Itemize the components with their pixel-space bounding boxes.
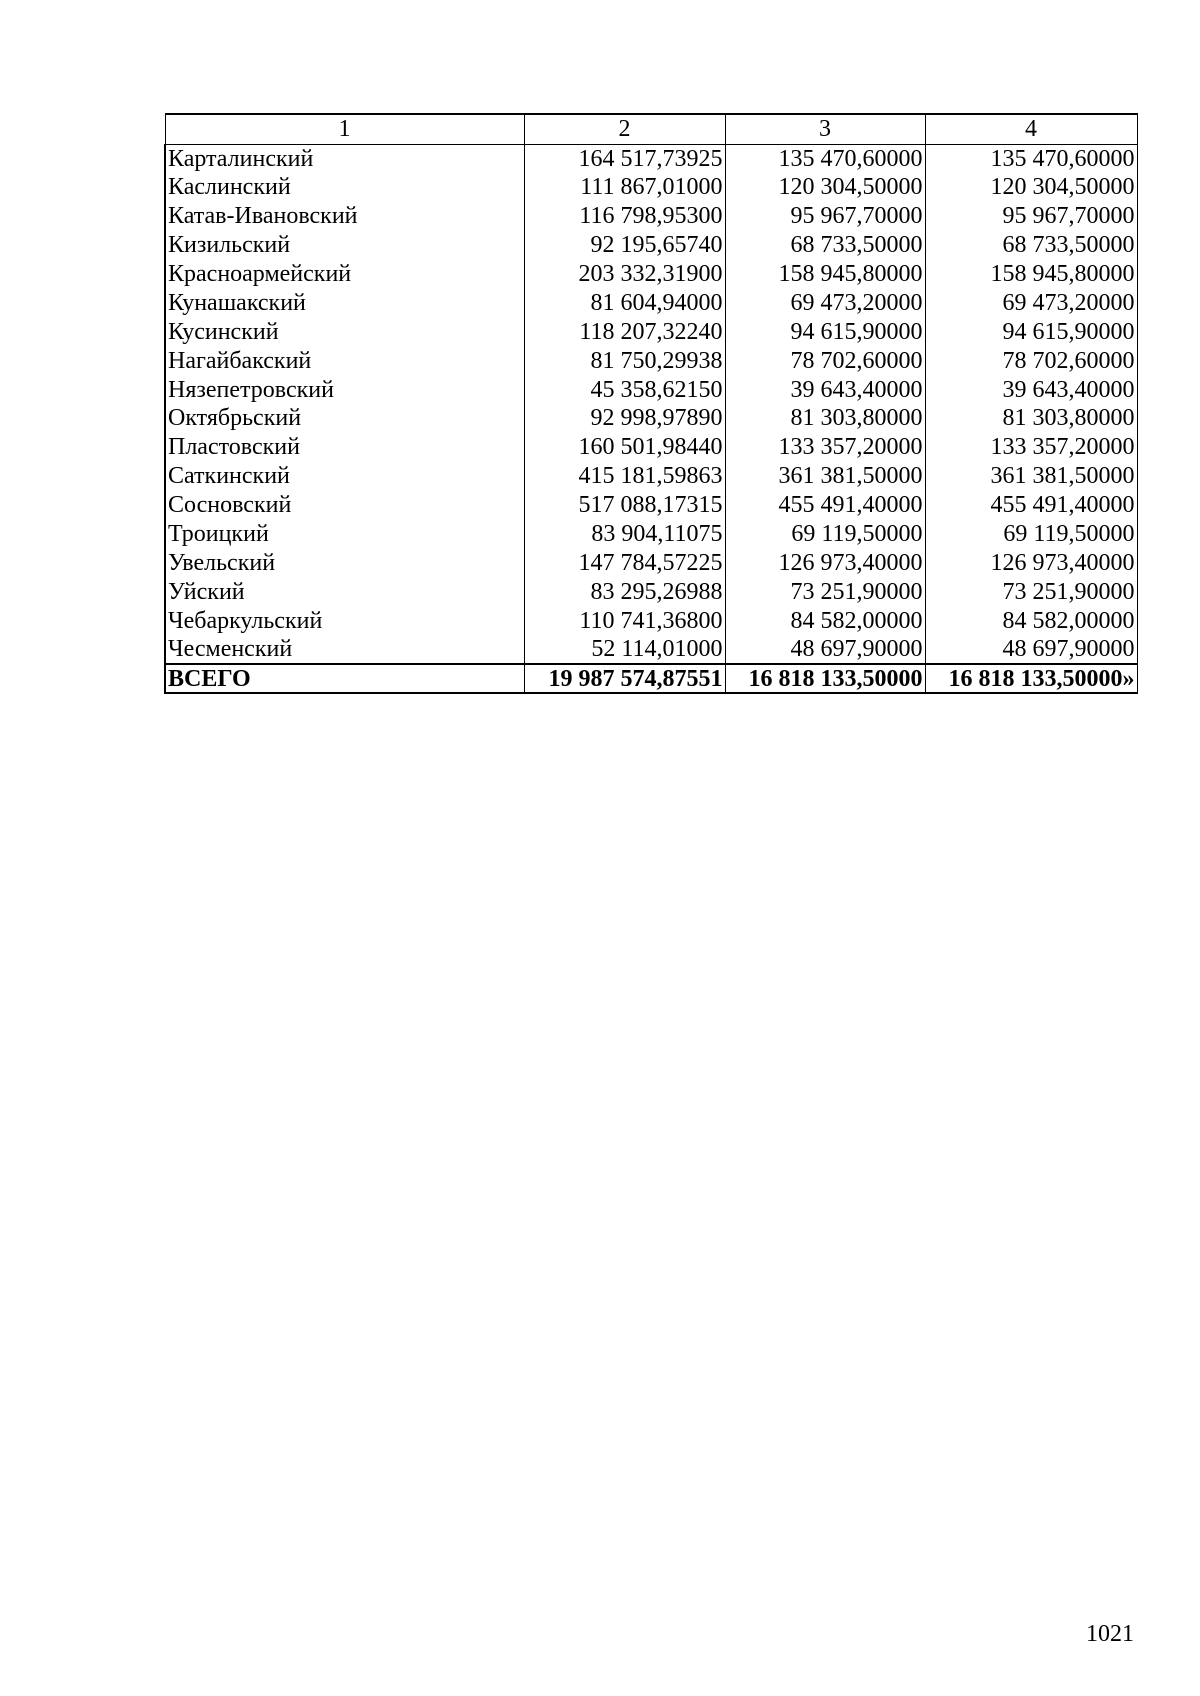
value-column-3: 68 733,50000 [725, 231, 925, 260]
column-header-4: 4 [925, 114, 1137, 144]
value-column-2: 110 741,36800 [524, 606, 725, 635]
district-name: Кусинский [165, 317, 524, 346]
table-row [165, 491, 1137, 520]
total-row [165, 664, 1137, 693]
value-column-4: 95 967,70000 [925, 202, 1137, 231]
value-column-3: 78 702,60000 [725, 346, 925, 375]
value-column-3: 361 381,50000 [725, 462, 925, 491]
table-row [165, 606, 1137, 635]
value-column-3: 94 615,90000 [725, 317, 925, 346]
value-column-4: 78 702,60000 [925, 346, 1137, 375]
value-column-2: 111 867,01000 [524, 173, 725, 202]
value-column-2: 116 798,95300 [524, 202, 725, 231]
value-column-4: 135 470,60000 [925, 144, 1137, 173]
value-column-4: 68 733,50000 [925, 231, 1137, 260]
district-name: Нязепетровский [165, 375, 524, 404]
value-column-3: 84 582,00000 [725, 606, 925, 635]
header-row [165, 114, 1137, 144]
value-column-3: 120 304,50000 [725, 173, 925, 202]
value-column-2: 83 904,11075 [524, 520, 725, 549]
value-column-2: 92 998,97890 [524, 404, 725, 433]
value-column-4: 69 119,50000 [925, 520, 1137, 549]
table-row [165, 548, 1137, 577]
district-name: Увельский [165, 548, 524, 577]
district-name: Кизильский [165, 231, 524, 260]
value-column-3: 69 119,50000 [725, 520, 925, 549]
district-name: Каслинский [165, 173, 524, 202]
table-row [165, 635, 1137, 664]
value-column-2: 45 358,62150 [524, 375, 725, 404]
district-name: Пластовский [165, 433, 524, 462]
value-column-4: 48 697,90000 [925, 635, 1137, 664]
table-row [165, 317, 1137, 346]
table-row [165, 288, 1137, 317]
district-name: Чесменский [165, 635, 524, 664]
column-header-2: 2 [524, 114, 725, 144]
table-row [165, 202, 1137, 231]
district-name: Красноармейский [165, 260, 524, 289]
value-column-2: 83 295,26988 [524, 577, 725, 606]
table-row [165, 433, 1137, 462]
value-column-4: 81 303,80000 [925, 404, 1137, 433]
district-name: Саткинский [165, 462, 524, 491]
value-column-4: 94 615,90000 [925, 317, 1137, 346]
value-column-2: 81 604,94000 [524, 288, 725, 317]
district-name: Октябрьский [165, 404, 524, 433]
value-column-2: 81 750,29938 [524, 346, 725, 375]
value-column-2: 147 784,57225 [524, 548, 725, 577]
value-column-4: 120 304,50000 [925, 173, 1137, 202]
district-name: Уйский [165, 577, 524, 606]
value-column-3: 48 697,90000 [725, 635, 925, 664]
value-column-3: 73 251,90000 [725, 577, 925, 606]
value-column-3: 81 303,80000 [725, 404, 925, 433]
value-column-2: 415 181,59863 [524, 462, 725, 491]
value-column-4: 39 643,40000 [925, 375, 1137, 404]
value-column-4: 361 381,50000 [925, 462, 1137, 491]
value-column-2: 517 088,17315 [524, 491, 725, 520]
table-row [165, 520, 1137, 549]
budget-table [164, 113, 1138, 694]
table-row [165, 144, 1137, 173]
value-column-2: 118 207,32240 [524, 317, 725, 346]
district-name: Кунашакский [165, 288, 524, 317]
district-name: Троицкий [165, 520, 524, 549]
table-row [165, 231, 1137, 260]
value-column-4: 84 582,00000 [925, 606, 1137, 635]
column-header-3: 3 [725, 114, 925, 144]
value-column-3: 455 491,40000 [725, 491, 925, 520]
value-column-2: 92 195,65740 [524, 231, 725, 260]
district-name: Катав-Ивановский [165, 202, 524, 231]
value-column-4: 455 491,40000 [925, 491, 1137, 520]
total-value-2: 19 987 574,87551 [524, 664, 725, 693]
value-column-3: 158 945,80000 [725, 260, 925, 289]
table-row [165, 404, 1137, 433]
value-column-4: 158 945,80000 [925, 260, 1137, 289]
value-column-3: 69 473,20000 [725, 288, 925, 317]
district-name: Карталинский [165, 144, 524, 173]
table-row [165, 260, 1137, 289]
value-column-4: 73 251,90000 [925, 577, 1137, 606]
value-column-2: 160 501,98440 [524, 433, 725, 462]
value-column-4: 69 473,20000 [925, 288, 1137, 317]
district-name: Сосновский [165, 491, 524, 520]
table-row [165, 462, 1137, 491]
value-column-3: 95 967,70000 [725, 202, 925, 231]
district-name: Нагайбакский [165, 346, 524, 375]
value-column-2: 203 332,31900 [524, 260, 725, 289]
table-row [165, 375, 1137, 404]
total-value-3: 16 818 133,50000 [725, 664, 925, 693]
value-column-3: 39 643,40000 [725, 375, 925, 404]
value-column-3: 135 470,60000 [725, 144, 925, 173]
value-column-4: 126 973,40000 [925, 548, 1137, 577]
page-number: 1021 [1086, 1621, 1134, 1647]
value-column-2: 52 114,01000 [524, 635, 725, 664]
value-column-3: 133 357,20000 [725, 433, 925, 462]
total-value-4: 16 818 133,50000» [925, 664, 1137, 693]
total-label: ВСЕГО [165, 664, 524, 693]
district-name: Чебаркульский [165, 606, 524, 635]
table-row [165, 346, 1137, 375]
table-body [165, 144, 1137, 664]
value-column-2: 164 517,73925 [524, 144, 725, 173]
value-column-3: 126 973,40000 [725, 548, 925, 577]
table-row [165, 173, 1137, 202]
table-row [165, 577, 1137, 606]
column-header-1: 1 [165, 114, 524, 144]
value-column-4: 133 357,20000 [925, 433, 1137, 462]
